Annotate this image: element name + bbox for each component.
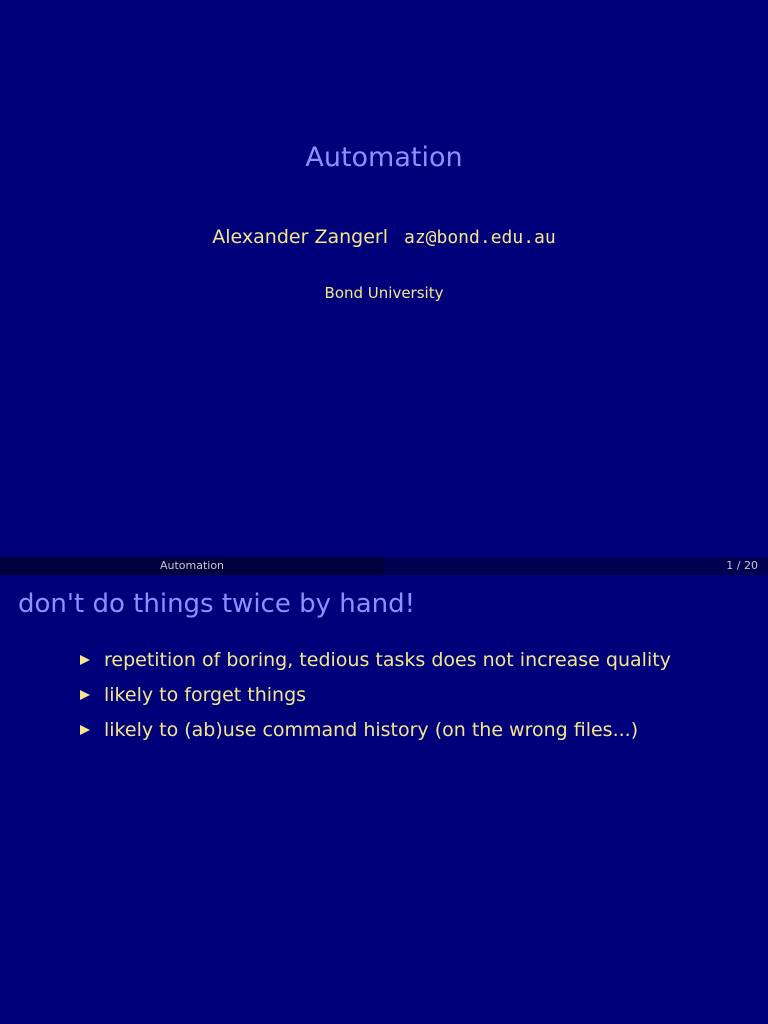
slide-footer: [0, 557, 768, 575]
author-name: Alexander Zangerl: [212, 226, 388, 248]
bullet-text: repetition of boring, tedious tasks does not increase quality: [104, 649, 671, 671]
author-line: [0, 226, 768, 248]
frame-title: don't do things twice by hand!: [18, 589, 416, 619]
list-item: [80, 717, 671, 752]
bullet-text: likely to (ab)use command history (on the wrong files...): [104, 719, 639, 741]
footer-short-title: Automation: [0, 557, 384, 575]
content-slide: [0, 575, 768, 1024]
bullet-text: likely to forget things: [104, 684, 307, 706]
page-indicator: 1 / 20: [726, 559, 758, 572]
bullet-list: [80, 647, 671, 752]
author-email: az@bond.edu.au: [404, 227, 556, 248]
triangle-right-icon: [80, 690, 90, 700]
list-item: [80, 647, 671, 682]
triangle-right-icon: [80, 655, 90, 665]
list-item: [80, 682, 671, 717]
triangle-right-icon: [80, 725, 90, 735]
presentation-title: Automation: [305, 142, 463, 173]
institute: Bond University: [324, 284, 444, 302]
